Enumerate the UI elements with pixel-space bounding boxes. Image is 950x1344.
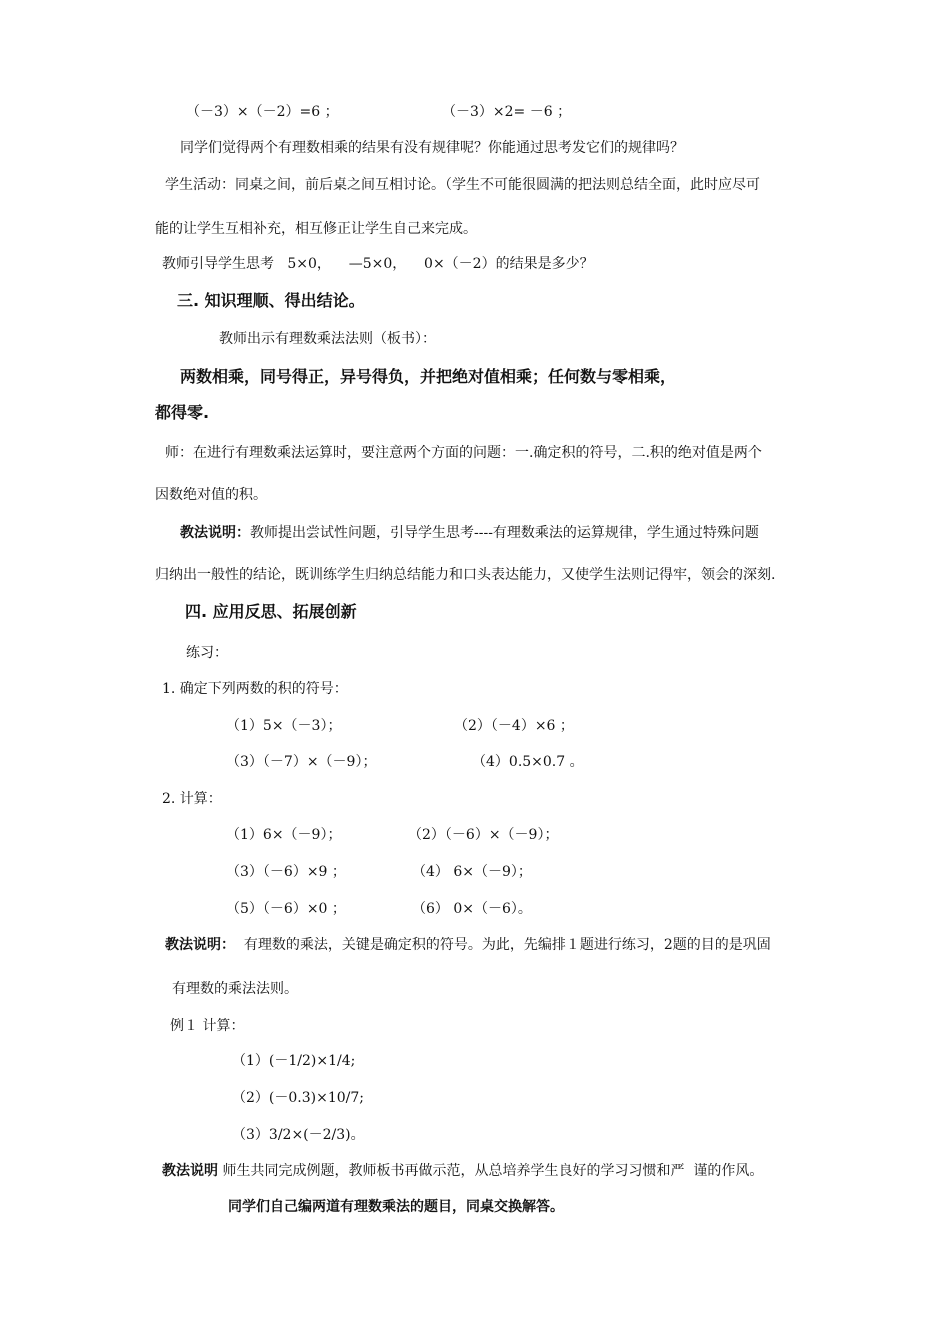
method-label: 教法说明 [162, 1163, 218, 1179]
q1-item: （1）5×（－3）； [226, 718, 342, 734]
method-note-2: 归纳出一般性的结论，既训练学生归纳总结能力和口头表达能力，又使学生法则记得牢，领会的深刻. [155, 567, 776, 583]
activity-line-1: 学生活动：同桌之间，前后桌之间互相讨论。（学生不可能很圆满的把法则总结全面，此时应尽可 [165, 177, 760, 193]
q1-item: （2）（－4）×6 ； [454, 718, 574, 734]
q2-item: （1）6×（－9）； [226, 827, 342, 843]
q1-item: （4）0.5×0.7 。 [472, 754, 584, 770]
method-label: 教法说明： [165, 937, 235, 953]
rule-line-2: 都得零. [155, 403, 210, 422]
equation-right: （－3）×2= －6 ； [442, 104, 572, 120]
practice-label: 练习： [186, 645, 228, 661]
closing-text: 同学们自己编两道有理数乘法的题目，同桌交换解答。 [228, 1199, 564, 1215]
example-item: （3）3/2×(－2/3)。 [232, 1127, 365, 1143]
section-heading-4: 四. 应用反思、拓展创新 [185, 602, 357, 621]
teacher-line-1: 师：在进行有理数乘法运算时，要注意两个方面的问题：一.确定积的符号，二.积的绝对值是两个 [165, 445, 762, 461]
example-item: （1）(－1/2)×1/4; [232, 1053, 356, 1069]
activity-line-2: 能的让学生互相补充，相互修正让学生自己来完成。 [155, 221, 477, 237]
teacher-line-2: 因数绝对值的积。 [155, 487, 267, 503]
method-label: 教法说明： [180, 525, 250, 541]
example-item: （2）(－0.3)×10/7; [232, 1090, 364, 1106]
show-rule-text: 教师出示有理数乘法法则（板书）： [219, 331, 436, 347]
question-1: 1. 确定下列两数的积的符号： [162, 681, 348, 697]
q2-item: （5）（－6）×0 ； [226, 901, 346, 917]
method-note-4: 有理数的乘法法则。 [172, 981, 298, 997]
example-label: 例１ 计算： [170, 1018, 245, 1034]
method-text: 有理数的乘法，关键是确定积的符号。为此，先编排１题进行练习，2题的目的是巩固 [235, 937, 771, 953]
question-text: 同学们觉得两个有理数相乘的结果有没有规律呢？你能通过思考发它们的规律吗？ [180, 140, 684, 156]
method-note-5 [162, 1162, 763, 1180]
q2-item: （4） 6×（－9）； [412, 864, 532, 880]
rule-line-1: 两数相乘，同号得正，异号得负，并把绝对值相乘；任何数与零相乘， [180, 367, 677, 386]
question-2: 2. 计算： [162, 791, 222, 807]
section-heading-3: 三. 知识理顺、得出结论。 [177, 291, 365, 310]
q1-item: （3）（－7）×（－9）； [226, 754, 377, 770]
method-text: 教师提出尝试性问题，引导学生思考----有理数乘法的运算规律，学生通过特殊问题 [250, 525, 759, 541]
method-note-3 [165, 936, 771, 954]
q2-item: （6） 0×（－6）。 [412, 901, 532, 917]
q2-item: （2）（－6）×（－9）； [408, 827, 559, 843]
q2-item: （3）（－6）×9 ； [226, 864, 346, 880]
equation-left: （－3）×（－2）=6 ； [186, 104, 339, 120]
method-note-1 [180, 524, 759, 542]
method-text: 师生共同完成例题，教师板书再做示范，从总培养学生良好的学习习惯和严 谨的作风。 [218, 1163, 764, 1179]
guide-text: 教师引导学生思考 5×0， —5×0， 0×（－2）的结果是多少？ [162, 256, 594, 272]
